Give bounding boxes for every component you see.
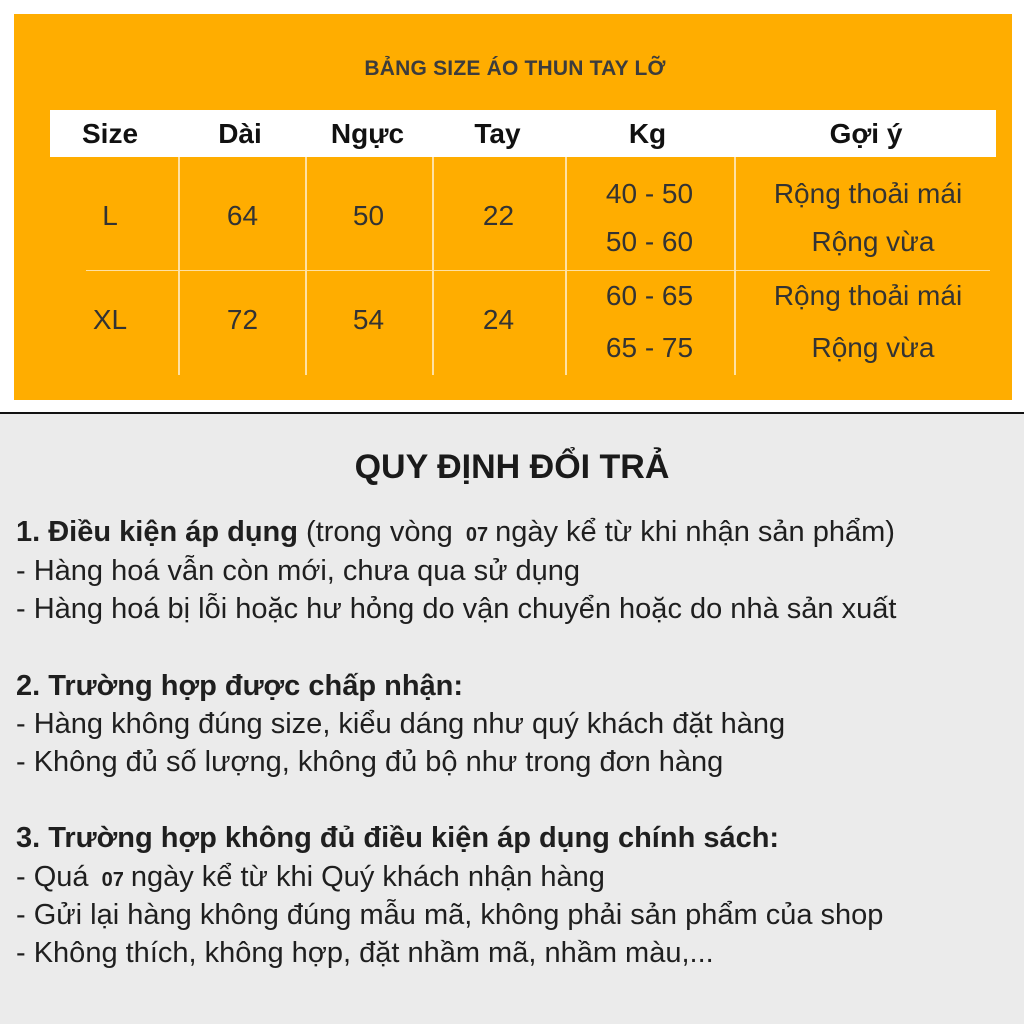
section1-item: - Hàng hoá bị lỗi hoặc hư hỏng do vận chuyển hoặc do nhà sản xuất xyxy=(16,593,897,625)
column-divider xyxy=(432,157,434,375)
cell-kg-xl-2: 65 - 75 xyxy=(605,332,694,363)
cell-size-xl: XL xyxy=(92,304,128,335)
section3-item: - Không thích, không hợp, đặt nhầm mã, nhầm màu,... xyxy=(16,937,714,969)
policy-title: QUY ĐỊNH ĐỔI TRẢ xyxy=(354,448,670,486)
section1-note-after: ngày kể từ khi nhận sản phẩm) xyxy=(495,516,895,548)
cell-dai-l: 64 xyxy=(226,200,259,231)
row-divider xyxy=(86,270,990,271)
cell-kg-xl-1: 60 - 65 xyxy=(605,280,694,311)
policy-section1-heading-line xyxy=(16,516,895,549)
section3-item: - Gửi lại hàng không đúng mẫu mã, không phải sản phẩm của shop xyxy=(16,899,884,931)
cell-tay-xl: 24 xyxy=(482,304,515,335)
cell-tay-l: 22 xyxy=(482,200,515,231)
section3-item-1 xyxy=(16,861,605,894)
cell-nguc-xl: 54 xyxy=(352,304,385,335)
header-kg: Kg xyxy=(628,118,667,149)
section3-item1-days: 07 xyxy=(101,869,124,891)
section2-item: - Hàng không đúng size, kiểu dáng như quý khách đặt hàng xyxy=(16,708,786,740)
cell-goi-y-xl-2: Rộng vừa xyxy=(811,332,935,363)
column-divider xyxy=(305,157,307,375)
cell-dai-xl: 72 xyxy=(226,304,259,335)
cell-nguc-l: 50 xyxy=(352,200,385,231)
section1-heading: 1. Điều kiện áp dụng xyxy=(16,516,298,548)
header-dai: Dài xyxy=(218,118,262,149)
section2-heading: 2. Trường hợp được chấp nhận: xyxy=(16,670,464,702)
cell-size-l: L xyxy=(102,200,118,231)
header-size: Size xyxy=(81,118,139,149)
size-table-header xyxy=(50,110,996,157)
cell-goi-y-l-1: Rộng thoải mái xyxy=(773,178,963,209)
header-tay: Tay xyxy=(474,118,521,149)
cell-goi-y-l-2: Rộng vừa xyxy=(811,226,935,257)
header-goi-y: Gợi ý xyxy=(829,118,903,149)
size-chart-frame xyxy=(0,0,1024,414)
section3-item1-before: - Quá xyxy=(16,861,97,893)
section1-note-before: (trong vòng xyxy=(298,516,461,548)
column-divider xyxy=(178,157,180,375)
cell-kg-l-2: 50 - 60 xyxy=(605,226,694,257)
section3-item1-after: ngày kể từ khi Quý khách nhận hàng xyxy=(130,861,605,893)
cell-goi-y-xl-1: Rộng thoải mái xyxy=(773,280,963,311)
section3-heading: 3. Trường hợp không đủ điều kiện áp dụng chính sách: xyxy=(16,822,780,854)
header-nguc: Ngực xyxy=(330,118,405,149)
section2-item: - Không đủ số lượng, không đủ bộ như trong đơn hàng xyxy=(16,746,724,778)
section1-item: - Hàng hoá vẫn còn mới, chưa qua sử dụng xyxy=(16,555,581,587)
cell-kg-l-1: 40 - 50 xyxy=(605,178,694,209)
section1-days: 07 xyxy=(465,524,489,546)
size-chart-title: BẢNG SIZE ÁO THUN TAY LỠ xyxy=(364,57,666,80)
